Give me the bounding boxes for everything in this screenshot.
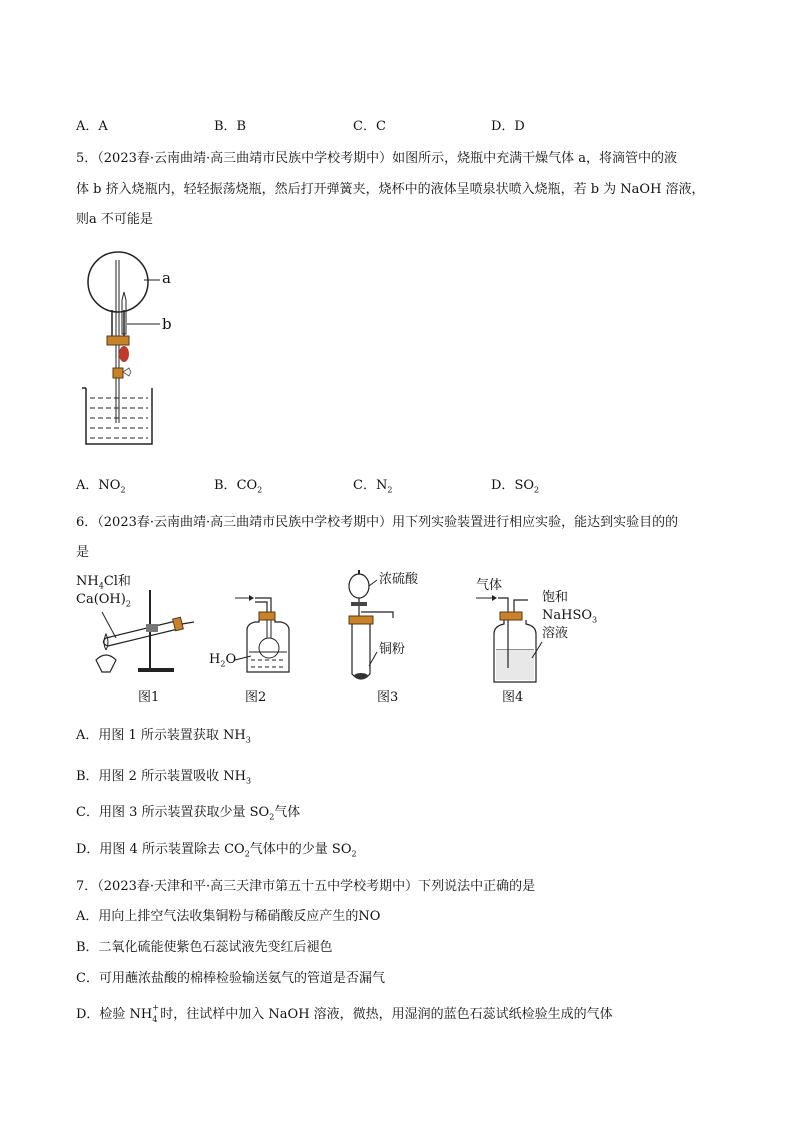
- q4-option-a: A．A: [76, 119, 108, 134]
- q6-figure-3: [335, 566, 455, 704]
- q6-figure-2: [205, 572, 295, 704]
- q5-fountain-apparatus-figure: [78, 248, 198, 448]
- q5-label-b: b: [162, 315, 172, 333]
- q5-label-a: a: [162, 269, 171, 287]
- fig4-label-gas: 气体: [476, 578, 503, 593]
- q6-figure-1: [76, 572, 196, 704]
- q6-stem-line2: 是: [76, 545, 90, 560]
- q4-option-b: B．B: [214, 119, 247, 134]
- q5-stem-line1: 5．（2023春·云南曲靖·高三曲靖市民族中学校考期中）如图所示，烧瓶中充满干燥气体 a，将滴管中的液: [76, 151, 678, 166]
- q6-option-c: C．用图 3 所示装置获取少量 $SO_2$气体: [76, 805, 301, 822]
- fig4-caption: 图4: [502, 690, 524, 705]
- q5-option-c: C．$N_2$: [353, 478, 393, 495]
- fig3-label-copper: 铜粉: [379, 642, 406, 657]
- q7-option-a: A．用向上排空气法收集铜粉与稀硝酸反应产生的NO: [76, 909, 381, 924]
- q5-option-a: A．$NO_2$: [76, 478, 126, 495]
- fig4-label-saturated: 饱和: [542, 590, 569, 605]
- fig2-caption: 图2: [245, 690, 267, 705]
- q4-option-d: D．D: [491, 119, 525, 134]
- q7-option-b: B．二氧化硫能使紫色石蕊试液先变红后褪色: [76, 940, 333, 955]
- q5-stem-line2: 体 b 挤入烧瓶内，轻轻振荡烧瓶，然后打开弹簧夹，烧杯中的液体呈喷泉状喷入烧瓶，若 b 为 NaOH 溶液，: [76, 182, 705, 197]
- fig3-label-acid: 浓硫酸: [379, 572, 419, 587]
- fig3-caption: 图3: [377, 690, 399, 705]
- q7-option-c: C．可用蘸浓盐酸的棉棒检验输送氨气的管道是否漏气: [76, 971, 385, 986]
- fig2-label-water: $H_2O$: [209, 652, 237, 669]
- fig4-label-nahso3: NaHSO$_3$: [542, 608, 598, 625]
- q6-stem-line1: 6．（2023春·云南曲靖·高三曲靖市民族中学校考期中）用下列实验装置进行相应实验，能达到实验目的的: [76, 515, 679, 530]
- fig1-caption: 图1: [138, 690, 160, 705]
- q6-figure-4: [470, 578, 600, 705]
- q7-stem: 7．（2023春·天津和平·高三天津市第五十五中学校考期中）下列说法中正确的是: [76, 879, 536, 894]
- q5-stem-line3: 则a 不可能是: [76, 212, 153, 227]
- fig1-label-reagent1: $NH_4Cl$和: [76, 574, 131, 591]
- q6-option-b: B．用图 2 所示装置吸收 $NH_3$: [76, 769, 252, 786]
- fig4-label-solution: 溶液: [542, 626, 569, 641]
- q6-option-d: D．用图 4 所示装置除去 $CO_2$气体中的少量 $SO_2$: [76, 842, 357, 859]
- q5-option-b: B．$CO_2$: [214, 478, 263, 495]
- q6-option-a: A．用图 1 所示装置获取 $NH_3$: [76, 728, 251, 745]
- q4-option-c: C．C: [353, 119, 386, 134]
- q5-option-d: D．$SO_2$: [491, 478, 540, 495]
- fig1-label-reagent2: $Ca(OH)_2$: [76, 592, 131, 609]
- q7-option-d: D．检验 NH + 4 时，往试样中加入 NaOH 溶液，微热，用湿润的蓝色石蕊试纸检验生成的气体: [76, 1002, 613, 1024]
